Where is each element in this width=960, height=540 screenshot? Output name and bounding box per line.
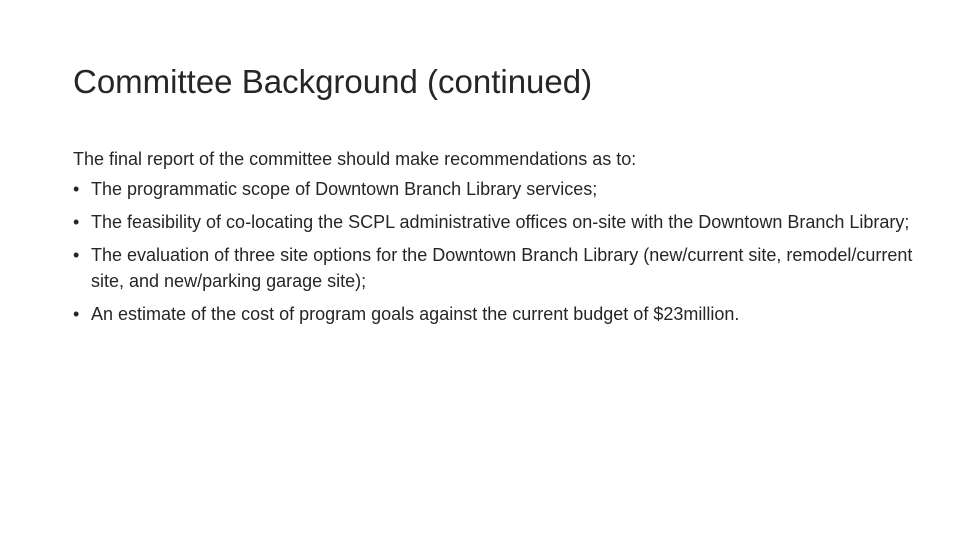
bullet-item — [73, 301, 913, 327]
bullet-text: An estimate of the cost of program goals against the current budget of $23million. — [91, 304, 740, 324]
intro-text: The final report of the committee should make recommendations as to: — [73, 149, 637, 169]
slide-body — [73, 146, 913, 334]
bullet-text: The programmatic scope of Downtown Branch Library services; — [91, 179, 598, 199]
bullet-marker: • — [73, 304, 80, 324]
bullet-marker: • — [73, 245, 80, 265]
bullet-item — [73, 176, 913, 202]
bullet-item — [73, 242, 913, 294]
bullet-marker: • — [73, 179, 80, 199]
bullet-text: The evaluation of three site options for the Downtown Branch Library (new/current site, remodel/current site, and new/parking garage site); — [91, 245, 913, 291]
bullet-text: The feasibility of co-locating the SCPL administrative offices on-site with the Downtown Branch Library; — [91, 212, 910, 232]
bullet-list — [73, 176, 913, 327]
slide-title: Committee Background (continued) — [73, 63, 593, 100]
bullet-item — [73, 209, 913, 235]
bullet-marker: • — [73, 212, 80, 232]
